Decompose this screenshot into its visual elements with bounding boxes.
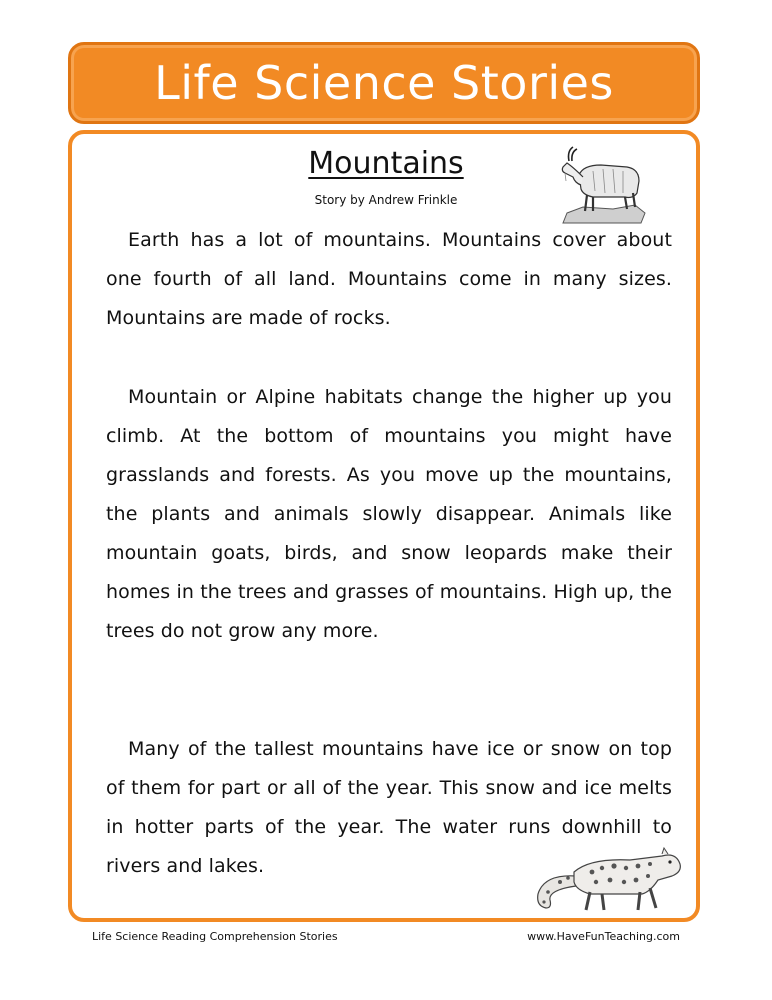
footer-series-title: Life Science Reading Comprehension Stories: [92, 930, 338, 943]
header-banner: [68, 42, 700, 124]
story-title: Mountains: [308, 146, 464, 181]
story-paragraph-3: Many of the tallest mountains have ice or snow on top of them for part or all of the year. This snow and ice melts in hotter parts of the year. The water runs downhill to rivers and lakes.: [106, 738, 672, 877]
snow-leopard-illustration: [530, 836, 690, 914]
story-paragraph-1: Earth has a lot of mountains. Mountains cover about one fourth of all land. Mountains come in many sizes. Mountains are made of rocks.: [106, 229, 672, 329]
page-title: Life Science Stories: [154, 56, 614, 110]
mountain-goat-illustration: [553, 143, 649, 227]
footer-website: www.HaveFunTeaching.com: [527, 930, 680, 943]
story-paragraph-2: Mountain or Alpine habitats change the higher up you climb. At the bottom of mountains you might have grasslands and forests. As you move up the mountains, the plants and animals slowly disappear. Animals like mountain goats, birds, and snow leopards make their homes in the trees and grasses of mountains. High up, the trees do not grow any more.: [106, 386, 672, 642]
story-author: Story by Andrew Frinkle: [314, 193, 458, 207]
